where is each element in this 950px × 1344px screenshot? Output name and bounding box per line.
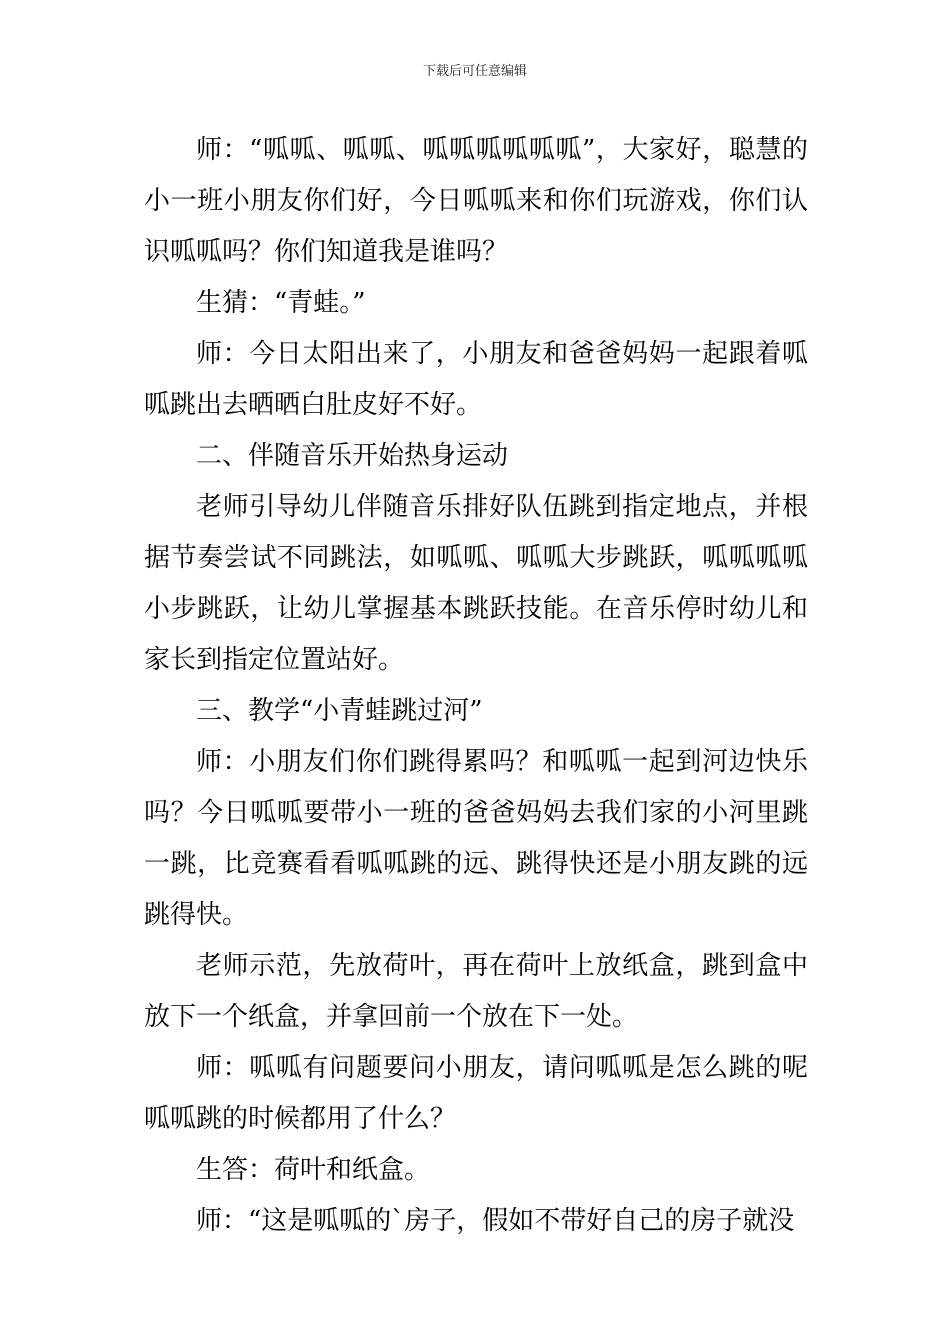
paragraph-student-guess: 生猜：“青蛙。” bbox=[196, 288, 366, 318]
paragraph-teacher-question: 师：呱呱有问题要问小朋友，请问呱呱是怎么跳的呢呱呱跳的时候都用了什么？ bbox=[144, 1053, 808, 1134]
paragraph-student-answer: 生答：荷叶和纸盒。 bbox=[196, 1155, 431, 1185]
section-heading-warmup: 二、伴随音乐开始热身运动 bbox=[196, 441, 509, 471]
document-body bbox=[144, 125, 808, 1247]
section-heading-teaching: 三、教学“小青蛙跳过河” bbox=[196, 696, 483, 726]
paragraph-warmup-description: 老师引导幼儿伴随音乐排好队伍跳到指定地点，并根据节奏尝试不同跳法，如呱呱、呱呱大步跳跃，呱呱呱呱小步跳跃，让幼儿掌握基本跳跃技能。在音乐停时幼儿和家长到指定位置站好。 bbox=[144, 492, 808, 675]
page-header: 下载后可任意编辑 bbox=[422, 64, 527, 79]
paragraph-teacher-greeting: 师：“呱呱、呱呱、呱呱呱呱呱呱”，大家好，聪慧的小一班小朋友你们好，今日呱呱来和你们玩游戏，你们认识呱呱吗？你们知道我是谁吗？ bbox=[144, 135, 808, 267]
paragraph-teacher-sunshine: 师：今日太阳出来了，小朋友和爸爸妈妈一起跟着呱呱跳出去晒晒白肚皮好不好。 bbox=[144, 339, 808, 420]
paragraph-teacher-demo: 老师示范，先放荷叶，再在荷叶上放纸盒，跳到盒中放下一个纸盒，并拿回前一个放在下一处。 bbox=[144, 951, 808, 1032]
paragraph-teacher-house: 师：“这是呱呱的`房子，假如不带好自己的房子就没 bbox=[196, 1206, 795, 1236]
paragraph-teacher-river: 师：小朋友们你们跳得累吗？和呱呱一起到河边快乐吗？今日呱呱要带小一班的爸爸妈妈去我们家的小河里跳一跳，比竞赛看看呱呱跳的远、跳得快还是小朋友跳的远跳得快。 bbox=[144, 747, 808, 930]
